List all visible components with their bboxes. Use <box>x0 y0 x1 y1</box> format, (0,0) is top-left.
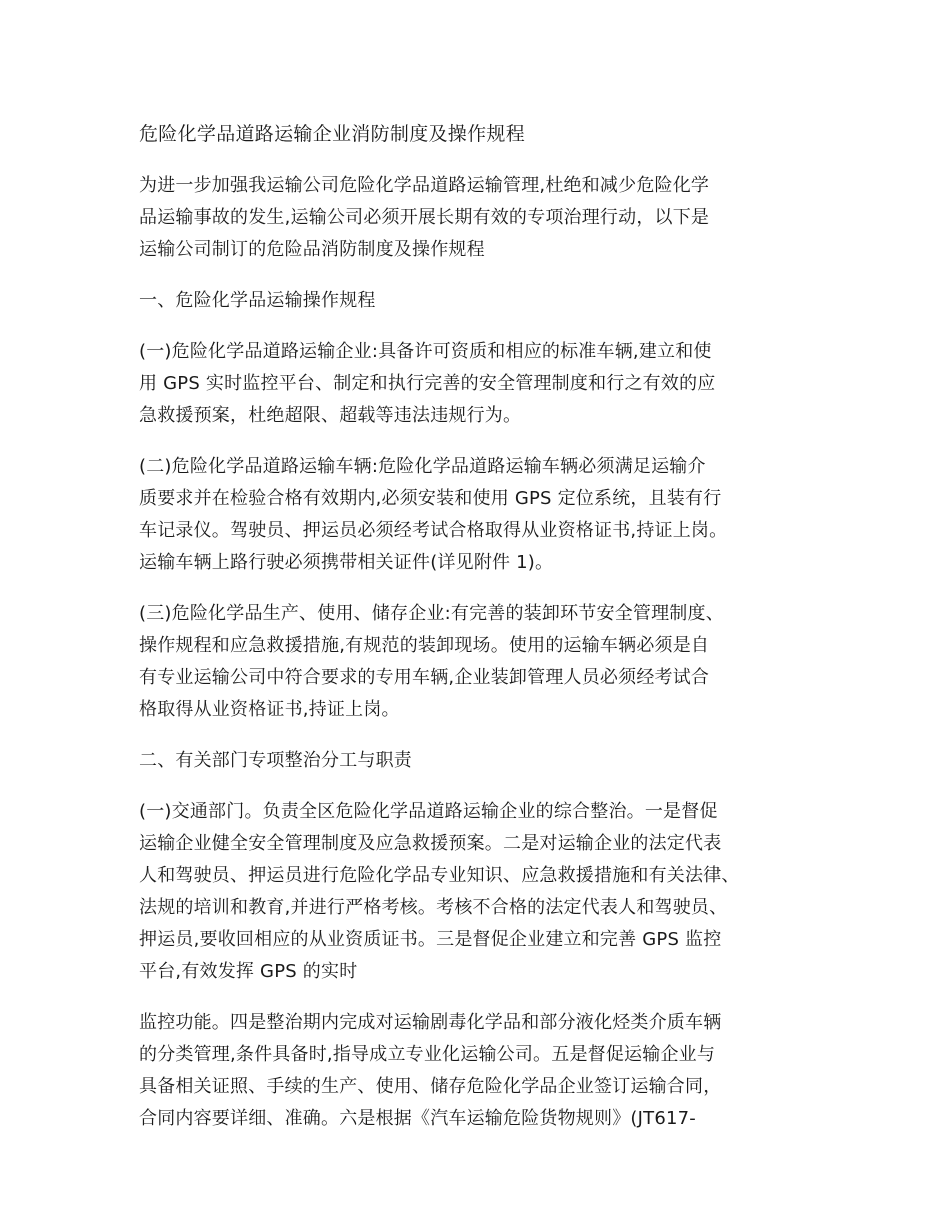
text-line: 有专业运输公司中符合要求的专用车辆,企业装卸管理人员必须经考试合 <box>139 667 710 688</box>
section2-paragraph-1 <box>139 796 829 988</box>
text-line: 质要求并在检验合格有效期内,必须安装和使用 GPS 定位系统，且装有行 <box>139 488 722 509</box>
text-line: (二)危险化学品道路运输车辆:危险化学品道路运输车辆必须满足运输介 <box>139 456 706 477</box>
section1-paragraph-1 <box>139 336 829 432</box>
text-line: 的分类管理,条件具备时,指导成立专业化运输公司。五是督促运输企业与 <box>139 1044 716 1065</box>
section-heading-1: 一、危险化学品运输操作规程 <box>139 290 376 311</box>
text-line: 为进一步加强我运输公司危险化学品道路运输管理,杜绝和减少危险化学 <box>139 175 710 196</box>
document-title: 危险化学品道路运输企业消防制度及操作规程 <box>139 123 526 145</box>
intro-paragraph <box>139 170 829 266</box>
text-line: 运输车辆上路行驶必须携带相关证件(详见附件 1)。 <box>139 552 554 573</box>
text-line: 平台,有效发挥 GPS 的实时 <box>139 961 358 982</box>
text-line: 监控功能。四是整治期内完成对运输剧毒化学品和部分液化烃类介质车辆 <box>139 1012 722 1033</box>
text-line: 格取得从业资格证书,持证上岗。 <box>139 699 400 720</box>
document-page <box>139 118 829 1154</box>
text-line: 品运输事故的发生,运输公司必须开展长期有效的专项治理行动，以下是 <box>139 207 710 228</box>
text-line: (一)危险化学品道路运输企业:具备许可资质和相应的标准车辆,建立和使 <box>139 341 712 362</box>
text-line: 运输企业健全安全管理制度及应急救援预案。二是对运输企业的法定代表 <box>139 833 722 854</box>
text-line: 具备相关证照、手续的生产、使用、储存危险化学品企业签订运输合同， <box>139 1076 722 1097</box>
text-line: (三)危险化学品生产、使用、储存企业:有完善的装卸环节安全管理制度、 <box>139 603 724 624</box>
text-line: (一)交通部门。负责全区危险化学品道路运输企业的综合整治。一是督促 <box>139 801 718 822</box>
text-line: 人和驾驶员、押运员进行危险化学品专业知识、应急救援措施和有关法律、 <box>139 865 740 886</box>
text-line: 法规的培训和教育,并进行严格考核。考核不合格的法定代表人和驾驶员、 <box>139 897 728 918</box>
text-line: 急救援预案，杜绝超限、超载等违法违规行为。 <box>139 405 522 426</box>
section1-paragraph-3 <box>139 598 829 726</box>
text-line: 操作规程和应急救援措施,有规范的装卸现场。使用的运输车辆必须是自 <box>139 635 710 656</box>
text-line: 押运员,要收回相应的从业资质证书。三是督促企业建立和完善 GPS 监控 <box>139 929 722 950</box>
section2-paragraph-2 <box>139 1007 829 1135</box>
text-line: 合同内容要详细、准确。六是根据《汽车运输危险货物规则》(JT617- <box>139 1108 696 1129</box>
section-heading-2: 二、有关部门专项整治分工与职责 <box>139 750 412 771</box>
text-line: 车记录仪。驾驶员、押运员必须经考试合格取得从业资格证书,持证上岗。 <box>139 520 728 541</box>
section1-paragraph-2 <box>139 451 829 579</box>
text-line: 运输公司制订的危险品消防制度及操作规程 <box>139 239 485 260</box>
text-line: 用 GPS 实时监控平台、制定和执行完善的安全管理制度和行之有效的应 <box>139 373 716 394</box>
